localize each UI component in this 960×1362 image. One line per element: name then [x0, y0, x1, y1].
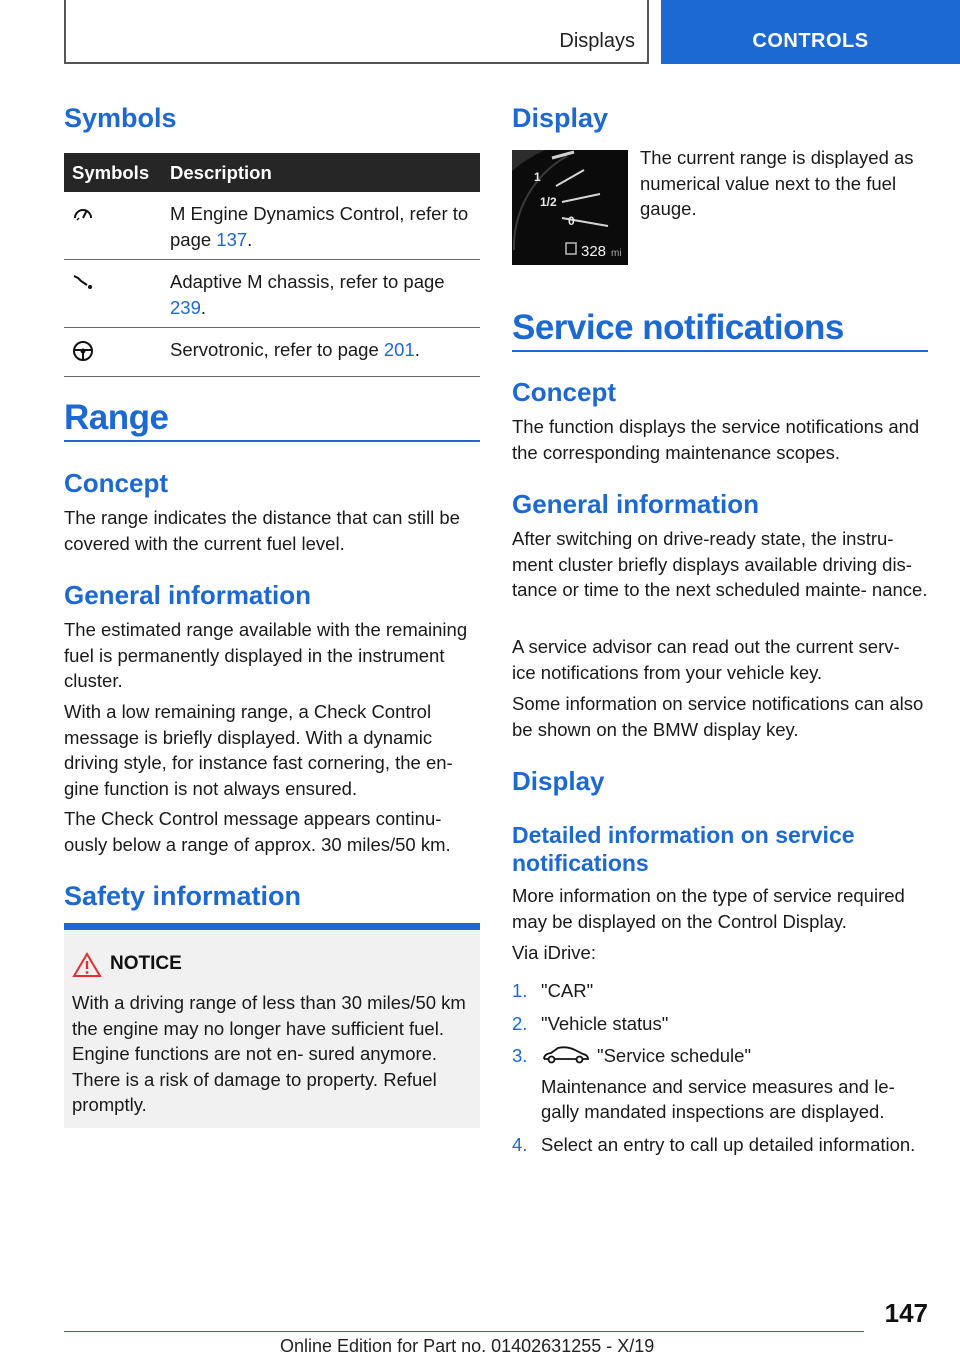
step-text: "Vehicle status": [541, 1012, 669, 1034]
service-heading: Service notifications: [512, 308, 844, 347]
service-display-heading: Display: [512, 766, 605, 796]
safety-heading: Safety information: [64, 881, 302, 911]
table-cell-description: Servotronic, refer to page 201.: [162, 328, 480, 377]
header-section-label: Displays: [559, 30, 635, 52]
step-number: 1.: [512, 980, 528, 1001]
footer-edition: Online Edition for Part no. 01402631255 - X/19: [280, 1336, 655, 1356]
table-row: [64, 192, 480, 260]
table-header-symbols: Symbols: [64, 153, 162, 192]
gauge-range-unit: mi: [611, 248, 622, 259]
fuel-gauge-graphic: [512, 150, 628, 265]
service-general-p3: Some information on service notifications can also be shown on the BMW display key.: [512, 693, 924, 740]
gauge-mark-low: 0: [568, 214, 575, 228]
table-cell-icon: [64, 260, 162, 328]
table-header-row: [64, 153, 480, 192]
page-link[interactable]: 239: [170, 296, 201, 318]
footer-rule: [64, 1331, 864, 1332]
step-text: Select an entry to call up detailed information.: [541, 1133, 916, 1155]
header-chapter-tab: [661, 0, 960, 64]
gauge-range-value: 328: [581, 243, 607, 260]
range-general-p2: With a low remaining range, a Check Control message is briefly displayed. With a dynamic driving style, for instance fast cornering, the en- gine function is not always ensured.: [64, 701, 453, 799]
service-concept-text: The function displays the service notifications and the corresponding maintenance scopes.: [512, 416, 920, 463]
symbols-heading: Symbols: [64, 103, 177, 133]
list-item: [512, 1043, 928, 1125]
range-concept-text: The range indicates the distance that can still be covered with the current fuel level.: [64, 507, 460, 554]
service-general-p1: After switching on drive-ready state, the instru- ment cluster briefly displays available driving dis- tance or time to the next scheduled mainte- nance.: [512, 528, 928, 600]
service-general-heading: General information: [512, 489, 760, 519]
symbols-table: [64, 153, 480, 377]
header-section-tab: [64, 0, 649, 64]
via-idrive-label: Via iDrive:: [512, 942, 596, 963]
warning-triangle-icon: [72, 952, 102, 978]
table-header-description: Description: [162, 153, 480, 192]
page-link[interactable]: 137: [216, 228, 248, 250]
service-general-p2: A service advisor can read out the current serv- ice notifications from your vehicle key.: [512, 636, 900, 683]
range-general-p3: The Check Control message appears continu- ously below a range of approx. 30 miles/50 km.: [64, 808, 451, 855]
fuel-gauge-image: [512, 150, 628, 265]
table-row: [64, 260, 480, 328]
header-chapter-label: CONTROLS: [752, 30, 869, 52]
step-text: "CAR": [541, 980, 594, 1001]
step-number: 3.: [512, 1045, 528, 1066]
step-number: 2.: [512, 1012, 528, 1034]
notice-box: [64, 923, 480, 1128]
list-item: [512, 1011, 928, 1037]
m-dynamics-icon: [72, 204, 94, 224]
service-heading-rule: [512, 350, 928, 352]
page-link[interactable]: 201: [383, 339, 415, 360]
list-item: [512, 978, 928, 1004]
page-number: 147: [884, 1298, 928, 1328]
steering-wheel-icon: [72, 340, 94, 362]
table-cell-icon: [64, 192, 162, 260]
notice-text: With a driving range of less than 30 miles/50 km the engine may no longer have sufficient fuel. Engine functions are not en- sured anymore. There is a risk of damage to property. Refuel promptly.: [72, 992, 466, 1115]
notice-title: NOTICE: [110, 953, 182, 974]
car-icon: [541, 1045, 591, 1065]
display-text: The current range is displayed as numerical value next to the fuel gauge.: [640, 147, 914, 219]
range-general-p1: The estimated range available with the remaining fuel is permanently displayed in the instrument cluster.: [64, 619, 468, 691]
adaptive-chassis-icon: [72, 272, 94, 292]
range-concept-heading: Concept: [64, 468, 168, 498]
list-item: [512, 1132, 928, 1158]
step-text: "Service schedule": [597, 1045, 752, 1066]
idrive-steps-list: [512, 978, 928, 1164]
table-cell-icon: [64, 328, 162, 377]
display-heading: Display: [512, 103, 609, 133]
range-heading-rule: [64, 440, 480, 442]
table-cell-description: M Engine Dynamics Control, refer to page 137.: [162, 192, 480, 260]
range-heading: Range: [64, 398, 169, 437]
range-general-heading: General information: [64, 580, 312, 610]
gauge-mark-top: 1: [534, 170, 541, 184]
table-cell-description: Adaptive M chassis, refer to page 239.: [162, 260, 480, 328]
step-number: 4.: [512, 1133, 528, 1155]
detailed-info-text: More information on the type of service required may be displayed on the Control Display.: [512, 885, 905, 932]
service-concept-heading: Concept: [512, 377, 616, 407]
gauge-mark-mid: 1/2: [540, 195, 557, 209]
table-row: [64, 328, 480, 377]
detailed-info-heading: Detailed information on service notifications: [512, 822, 855, 876]
step-subtext: Maintenance and service measures and le- gally mandated inspections are displayed.: [541, 1075, 895, 1122]
